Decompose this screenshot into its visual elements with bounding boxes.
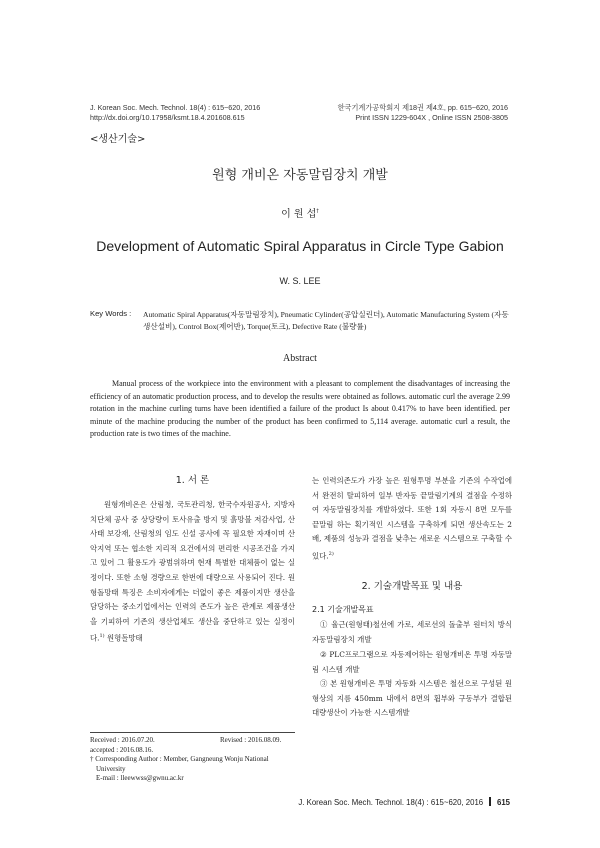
journal-header-left bbox=[90, 103, 260, 123]
corresponding-author: † Corresponding Author : Member, Gangneung Wonju National University bbox=[90, 755, 269, 773]
keywords-label: Key Words : bbox=[90, 309, 132, 318]
dates-line bbox=[90, 736, 295, 746]
section1-title: 1. 서 론 bbox=[175, 475, 210, 486]
footnote-divider bbox=[90, 732, 295, 733]
keywords-text: Automatic Spiral Apparatus(자동말림장치), Pneumatic Cylinder(공압실린더), Automatic Manufacturing System (자동생산설비), Control Box(제어반), Torque(토크), Defective Rate (불량률) bbox=[143, 310, 509, 331]
footer-citation: J. Korean Soc. Mech. Technol. 18(4) : 615~620, 2016 bbox=[298, 798, 484, 807]
author-en: W. S. LEE bbox=[279, 276, 321, 286]
accepted-date: accepted : 2016.08.16. bbox=[90, 745, 154, 754]
footer-separator bbox=[489, 797, 491, 806]
page-number: 615 bbox=[496, 798, 510, 807]
corresponding-mark: † bbox=[316, 208, 319, 215]
journal-header-right bbox=[338, 103, 508, 123]
page-footer bbox=[298, 797, 510, 807]
section1-tail: 원형돌망태 bbox=[104, 633, 143, 643]
abstract-heading: Abstract bbox=[283, 353, 317, 364]
author-email[interactable]: E-mail : lleewwss@gwnu.ac.kr bbox=[96, 774, 184, 783]
section1-text: 원형개비온은 산림청, 국토관리청, 한국수자원공사, 지방자치단체 공사 중 상당량이 토사유출 방지 및 흙망블 저감사업, 산사태 보강재, 산림청의 임도 신설 공사에 꼭 필요한 자재이며 산악지역 또는 협소한 지리적 요건에서의 편리한 시공조건을 가지고 있어 그 활용도가 광범위하며 현재 특별한 대체품이 없는 실정이다. 또한 소형 경량으로 한번에 대량으로 사용되어 진다. 원형돌망태 특징은 소비자에게는 더없이 좋은 제품이지만 생산을 담당하는 중소기업에서는 인력의 존도가 높은 관계로 제품생산을 기피하여 기존의 생산업체도 생산을 중단하고 있는 실정이다. bbox=[90, 500, 295, 643]
journal-citation-ko: 한국기계가공학회지 제18권 제4호, pp. 615~620, 2016 bbox=[337, 103, 508, 112]
goal-item-3: ③ 본 원형개비온 투명 자동화 시스템은 철선으로 구성된 원 형상의 지름 450mm 내에서 8면의 휨부와 구동부가 결합된 대량생산이 가능한 시스템개발 bbox=[312, 679, 512, 718]
abstract-body: Manual process of the workpiece into the environment with a pleasant to complement the disadvantages of increasing the efficiency of an automatic production process, and to develop the results were obtained as follows. automatic curl the average 2.99 rotation in the machine curling turns have been identified a failure of the product Is about 0.417% to have been identified. per minute of the machine producing the number of the product has been confirmed to 5,114 average. automatic curl a result, the production rate is two times of the machine. bbox=[90, 379, 510, 439]
paper-title-en: Development of Automatic Spiral Apparatus in Circle Type Gabion bbox=[96, 238, 504, 254]
paper-title-ko: 원형 개비온 자동말림장치 개발 bbox=[212, 168, 388, 183]
issn-line: Print ISSN 1229-604X , Online ISSN 2508-3805 bbox=[355, 113, 508, 122]
continuation-text: 는 인력의존도가 가장 높은 원형투명 부분을 기존의 수작업에서 완전히 탈피하여 일부 반자동 끝말림기계의 결점을 수정하여 자동말림장치를 개발하였다. 또한 1회 자동시 8면 모두를 끝말림 하는 획기적인 시스템을 구축하게 되면 생산속도는 2배, 제품의 성능과 결점을 낮추는 새로운 시스템으로 구축할 수 있다. bbox=[312, 476, 512, 561]
goal-item-1: ① 율근(원형태)철선에 가로, 세로선의 돌출부 원터치 방식 자동말림장치 개발 bbox=[312, 620, 512, 644]
ref-2[interactable]: 2) bbox=[328, 550, 334, 557]
doi-link[interactable]: http://dx.doi.org/10.17958/ksmt.18.4.201608.615 bbox=[90, 113, 245, 122]
footnote bbox=[90, 736, 295, 784]
revised-date: Revised : 2016.08.09. bbox=[220, 736, 282, 744]
journal-citation: J. Korean Soc. Mech. Technol. 18(4) : 615~620, 2016 bbox=[90, 103, 261, 112]
section1-continuation bbox=[312, 474, 512, 564]
section1-body bbox=[90, 498, 295, 646]
section2-title: 2. 기술개발목표 및 내용 bbox=[361, 581, 463, 592]
author-ko bbox=[0, 205, 600, 220]
ref-1[interactable]: 1) bbox=[99, 633, 105, 640]
received-date: Received : 2016.07.20. bbox=[90, 736, 155, 744]
subsection-2-1-title: 2.1 기술개발목표 bbox=[312, 605, 374, 614]
author-ko-name: 이 원 섭 bbox=[281, 209, 317, 220]
section-tag: <생산기술> bbox=[90, 134, 146, 145]
goal-item-2: ② PLC프로그램으로 자동제어하는 원형개비온 투명 자동말림 시스템 개발 bbox=[312, 650, 512, 674]
